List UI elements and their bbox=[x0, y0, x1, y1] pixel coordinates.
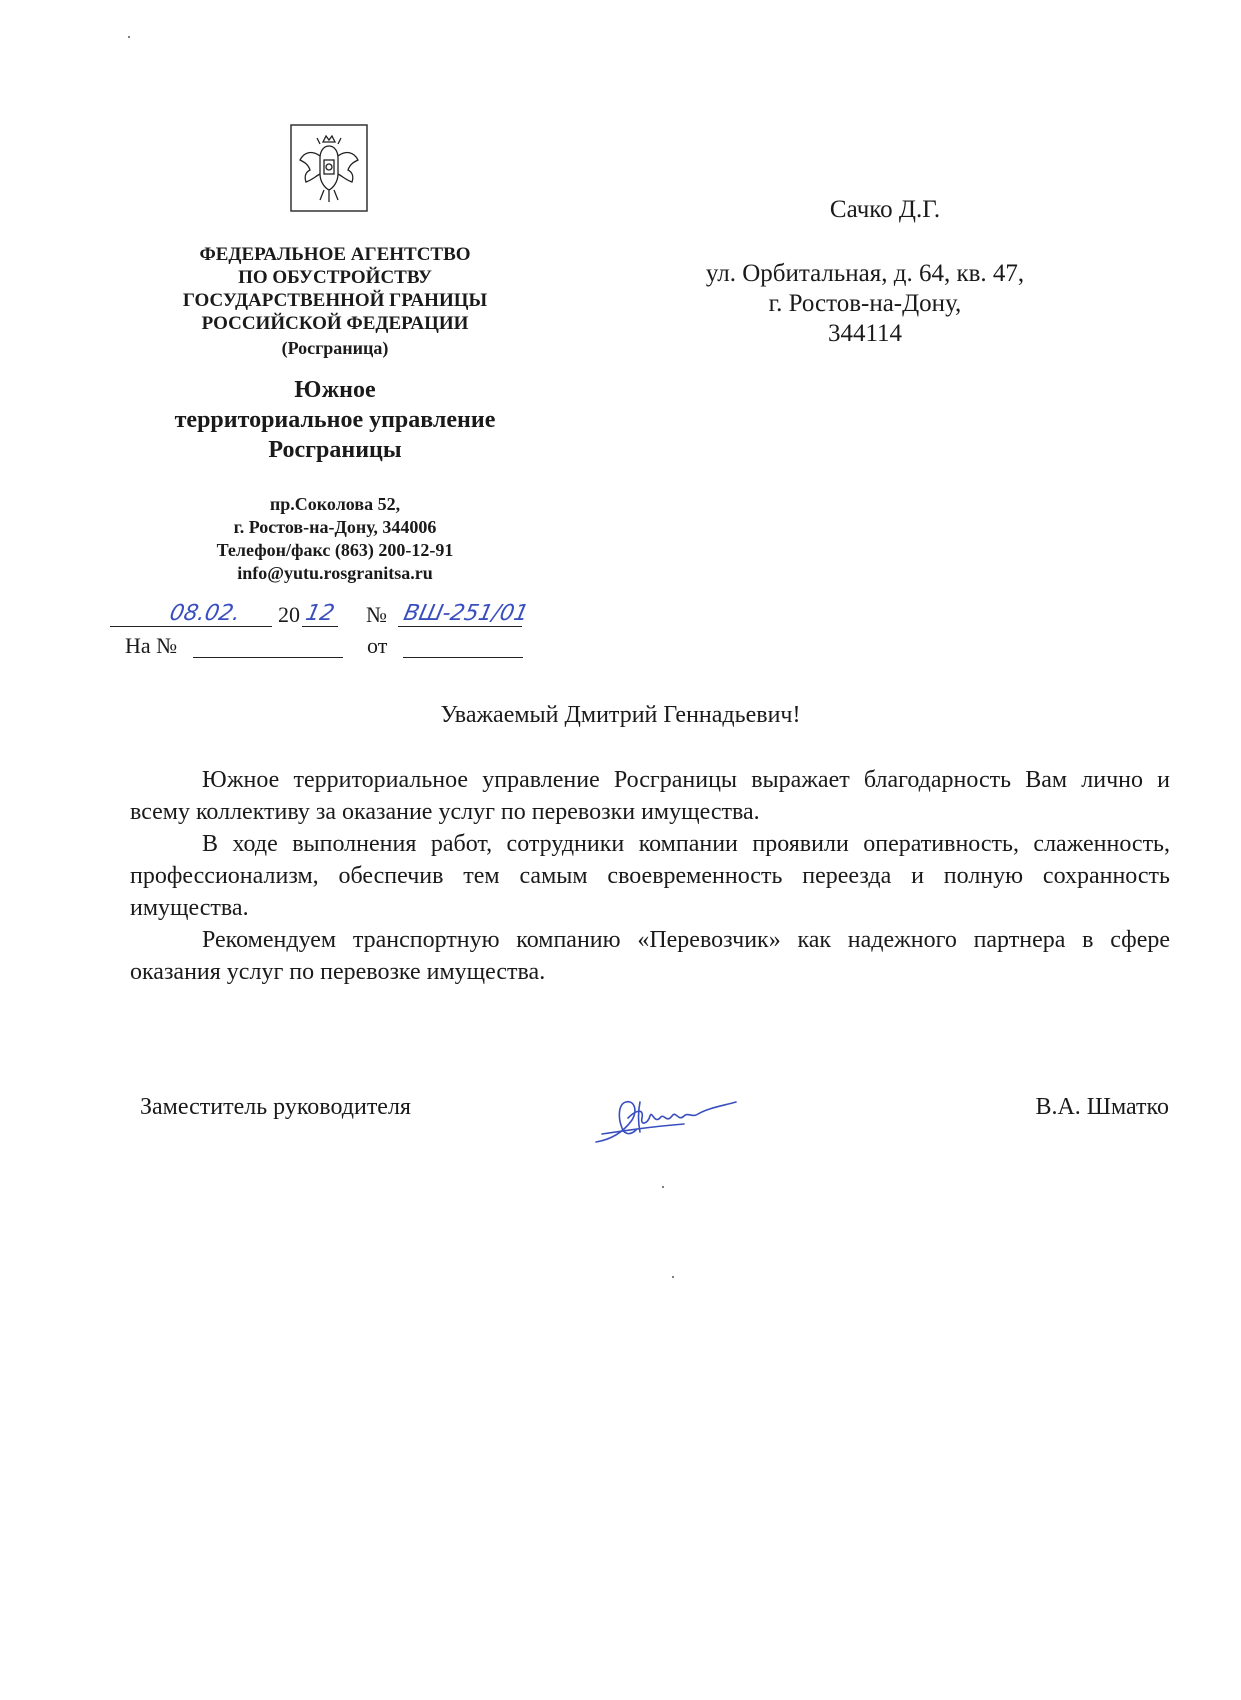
email-address: info@yutu.rosgranitsa.ru bbox=[237, 563, 433, 583]
office-line: территориальное управление bbox=[174, 407, 496, 433]
body-paragraph: Рекомендуем транспортную компанию «Перевозчик» как надежного партнера в сфере оказания услуг по перевозке имущества. bbox=[130, 927, 1170, 985]
reply-underline bbox=[193, 657, 343, 658]
body-paragraph: В ходе выполнения работ, сотрудники компании проявили оперативность, слаженность, профессионализм, обеспечив тем самым своевременность переезда и полную сохранность имущества. bbox=[130, 831, 1170, 921]
addressee-block bbox=[655, 195, 1075, 349]
address-line: г. Ростов-на-Дону, 344006 bbox=[233, 517, 437, 537]
reply-label: На № bbox=[125, 633, 178, 658]
addressee-name: Сачко Д.Г. bbox=[829, 196, 941, 223]
agency-line: РОССИЙСКОЙ ФЕДЕРАЦИИ bbox=[201, 313, 469, 334]
body-paragraph: Южное территориальное управление Росграницы выражает благодарность Вам лично и всему коллективу за оказание услуг по перевозки имущества. bbox=[130, 767, 1170, 825]
letter-body bbox=[130, 764, 1170, 988]
scan-speck bbox=[662, 1186, 664, 1188]
addressee-postcode: 344114 bbox=[827, 320, 903, 347]
office-line: Росграницы bbox=[268, 437, 402, 463]
scan-speck bbox=[672, 1276, 674, 1278]
address-line: Телефон/факс (863) 200-12-91 bbox=[216, 540, 454, 560]
signatory-position: Заместитель руководителя bbox=[140, 1094, 411, 1120]
handwritten-date: 08.02. bbox=[167, 601, 243, 626]
number-sign: № bbox=[366, 602, 387, 627]
from-label: от bbox=[367, 633, 388, 658]
number-underline bbox=[398, 626, 522, 627]
year-underline bbox=[302, 626, 338, 627]
handwritten-year: 12 bbox=[303, 601, 337, 626]
scan-speck bbox=[128, 36, 130, 38]
handwritten-signature bbox=[588, 1088, 768, 1148]
agency-abbreviation: (Росграница) bbox=[281, 338, 389, 358]
handwritten-number: ВШ-251/01 bbox=[401, 601, 531, 626]
organization-address bbox=[150, 493, 520, 585]
year-prefix: 20 bbox=[278, 602, 300, 627]
from-underline bbox=[403, 657, 523, 658]
registration-reply-line bbox=[125, 633, 585, 663]
agency-line: ФЕДЕРАЛЬНОЕ АГЕНТСТВО bbox=[199, 244, 471, 265]
addressee-address-line: ул. Орбитальная, д. 64, кв. 47, bbox=[705, 260, 1025, 287]
russian-coat-of-arms-icon bbox=[290, 124, 368, 212]
office-name bbox=[130, 375, 540, 465]
organization-block bbox=[130, 243, 540, 465]
addressee-address-line: г. Ростов-на-Дону, bbox=[768, 290, 962, 317]
office-line: Южное bbox=[294, 377, 376, 403]
registration-date-line bbox=[110, 600, 570, 630]
date-underline bbox=[110, 626, 272, 627]
agency-line: ПО ОБУСТРОЙСТВУ bbox=[238, 267, 432, 288]
address-line: пр.Соколова 52, bbox=[269, 494, 401, 514]
salutation: Уважаемый Дмитрий Геннадьевич! bbox=[440, 702, 801, 728]
signatory-name: В.А. Шматко bbox=[1035, 1094, 1169, 1120]
agency-line: ГОСУДАРСТВЕННОЙ ГРАНИЦЫ bbox=[182, 290, 488, 311]
